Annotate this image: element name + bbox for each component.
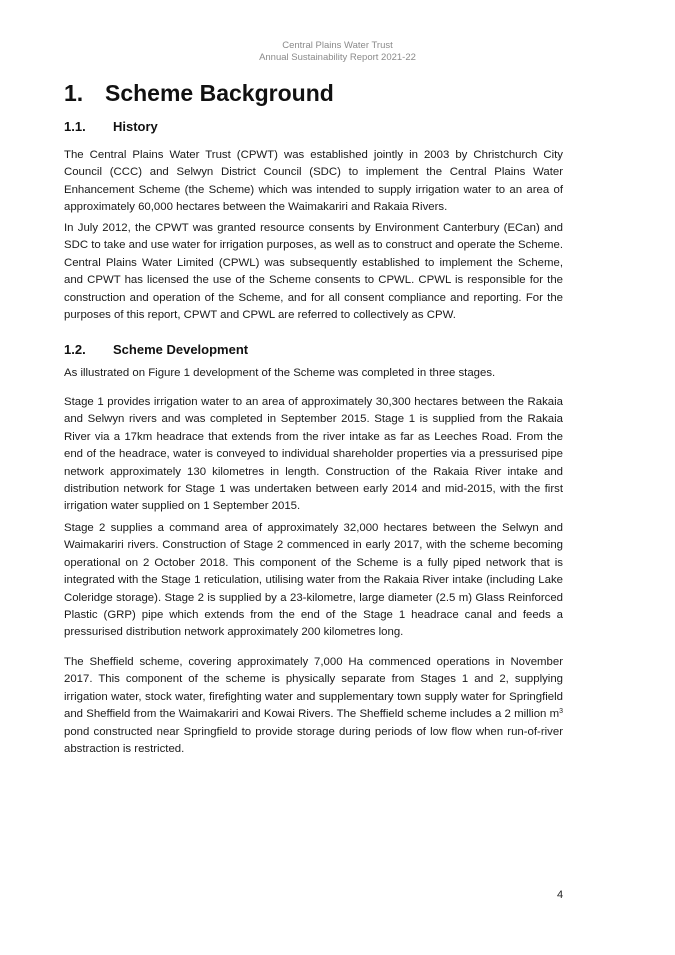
superscript: 3	[559, 708, 563, 716]
section-title: Scheme Background	[105, 80, 334, 106]
section-heading	[64, 80, 334, 107]
subsection-title: History	[113, 119, 158, 134]
paragraph-sheffield	[64, 654, 563, 758]
paragraph: Stage 1 provides irrigation water to an area of approximately 30,300 hectares between the Rakaia and Selwyn rivers and was completed in September 2015. Stage 1 is supplied from the Rakaia River via a 17km headrace that extends from the river intake as far as Leeches Road. From the end of the headrace, water is conveyed to individual shareholder properties via a pressurised pipe network approximately 130 kilometres in length. Construction of the Rakaia River intake and distribution network for Stage 1 was undertaken between early 2014 and mid-2015, with the first irrigation water supplied on 1 September 2015.	[64, 396, 563, 513]
header-org-name: Central Plains Water Trust	[282, 40, 393, 51]
page-number: 4	[557, 889, 564, 901]
paragraph: Stage 2 supplies a command area of approximately 32,000 hectares between the Selwyn and Waimakariri rivers. Construction of Stage 2 commenced in early 2017, with the scheme becoming operational on 2 October 2018. This component of the Scheme is a fully piped network that is integrated with the Stage 1 reticulation, utilising water from the Rakaia River intake (including Lake Coleridge storage). Stage 2 is supplied by a 23-kilometre, large diameter (2.5 m) Glass Reinforced Plastic (GRP) pipe which extends from the end of the Stage 1 headrace canal and feeds a pressurised distribution network approximately 200 kilometres long.	[64, 522, 563, 639]
text-run: The Sheffield scheme, covering approximately 7,000 Ha commenced operations in November 2017. This component of the scheme is physically separate from Stages 1 and 2, supplying irrigation water, stock water, firefighting water and supplementary town supply water for Springfield and Sheffield from the Waimakariri and Kowai Rivers. The Sheffield scheme includes a 2 million m	[64, 656, 563, 721]
paragraph: In July 2012, the CPWT was granted resource consents by Environment Canterbury (ECan) and SDC to take and use water for irrigation purposes, as well as to construct and operate the Scheme. Central Plains Water Limited (CPWL) was subsequently established to implement the Scheme, and CPWT has licensed the use of the Scheme consents to CPWL. CPWL is responsible for the construction and operation of the Scheme, and for all consent compliance and reporting. For the purposes of this report, CPWT and CPWL are referred to collectively as CPW.	[64, 222, 563, 322]
paragraph: The Central Plains Water Trust (CPWT) was established jointly in 2003 by Christchurch City Council (CCC) and Selwyn District Council (SDC) to implement the Central Plains Water Enhancement Scheme (the Scheme) which was intended to supply irrigation water to an area of approximately 60,000 hectares between the Waimakariri and Rakaia Rivers.	[64, 149, 563, 214]
subsection-number: 1.2.	[64, 342, 86, 357]
header-report-title: Annual Sustainability Report 2021-22	[259, 52, 416, 63]
subsection-heading-history	[64, 119, 158, 134]
subsection-heading-scheme-development	[64, 342, 248, 357]
text-run: pond constructed near Springfield to provide storage during periods of low flow when run-of-river abstraction is restricted.	[64, 725, 563, 756]
subsection-title: Scheme Development	[113, 342, 249, 357]
subsection-number: 1.1.	[64, 119, 86, 134]
paragraph: As illustrated on Figure 1 development of the Scheme was completed in three stages.	[64, 367, 496, 379]
running-header	[0, 40, 675, 64]
section-number: 1.	[64, 80, 84, 106]
